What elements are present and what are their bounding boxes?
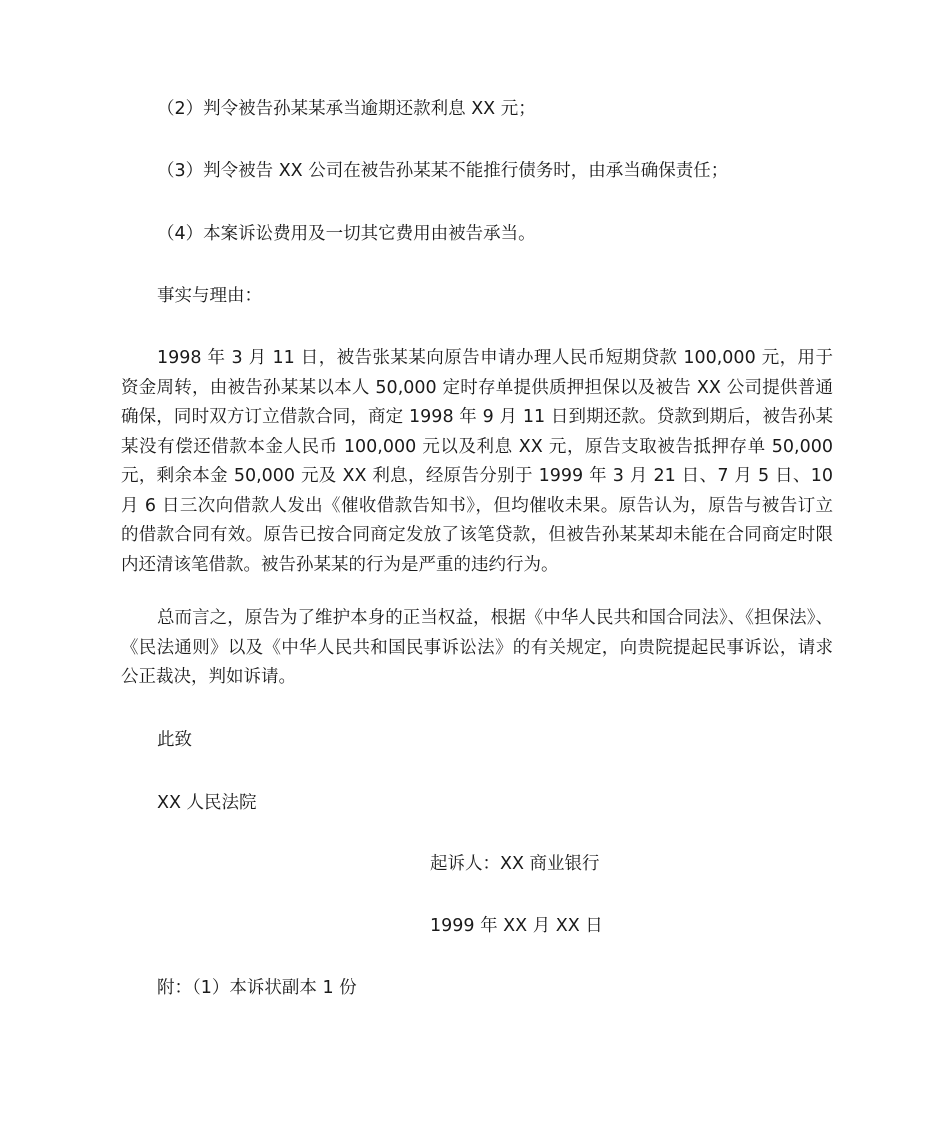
- salutation: 此致: [157, 730, 192, 750]
- court-name: XX 人民法院: [157, 793, 257, 813]
- plaintiff-signature: 起诉人：XX 商业银行: [430, 854, 600, 874]
- claim-item-3: （3）判令被告 XX 公司在被告孙某某不能推行债务时，由承当确保责任；: [157, 161, 729, 181]
- attachment-note: 附：（1）本诉状副本 1 份: [157, 978, 357, 998]
- claim-item-2: （2）判令被告孙某某承当逾期还款利息 XX 元；: [157, 99, 536, 119]
- claim-item-4: （4）本案诉讼费用及一切其它费用由被告承当。: [157, 224, 536, 244]
- conclusion-paragraph: 总而言之，原告为了维护本身的正当权益，根据《中华人民共和国合同法》、《担保法》、《民法通则》以及《中华人民共和国民事诉讼法》的有关规定，向贵院提起民事诉讼，请求公正裁决，判如诉请。: [121, 608, 833, 687]
- filing-date: 1999 年 XX 月 XX 日: [430, 916, 603, 936]
- facts-heading: 事实与理由：: [157, 286, 262, 306]
- facts-paragraph: 1998 年 3 月 11 日，被告张某某向原告申请办理人民币短期贷款 100,000 元，用于资金周转，由被告孙某某以本人 50,000 定时存单提供质押担保以及被告 XX 公司提供普通确保，同时双方订立借款合同，商定 1998 年 9 月 11 日到期还款。贷款到期后，被告孙某某没有偿还借款本金人民币 100,000 元以及利息 XX 元，原告支取被告抵押存单 50,000 元，剩余本金 50,000 元及 XX 利息，经原告分别于 1999 年 3 月 21 日、7 月 5 日、10 月 6 日三次向借款人发出《催收借款告知书》，但均催收未果。原告认为，原告与被告订立的借款合同有效。原告已按合同商定发放了该笔贷款，但被告孙某某却未能在合同商定时限内还清该笔借款。被告孙某某的行为是严重的违约行为。: [121, 348, 833, 575]
